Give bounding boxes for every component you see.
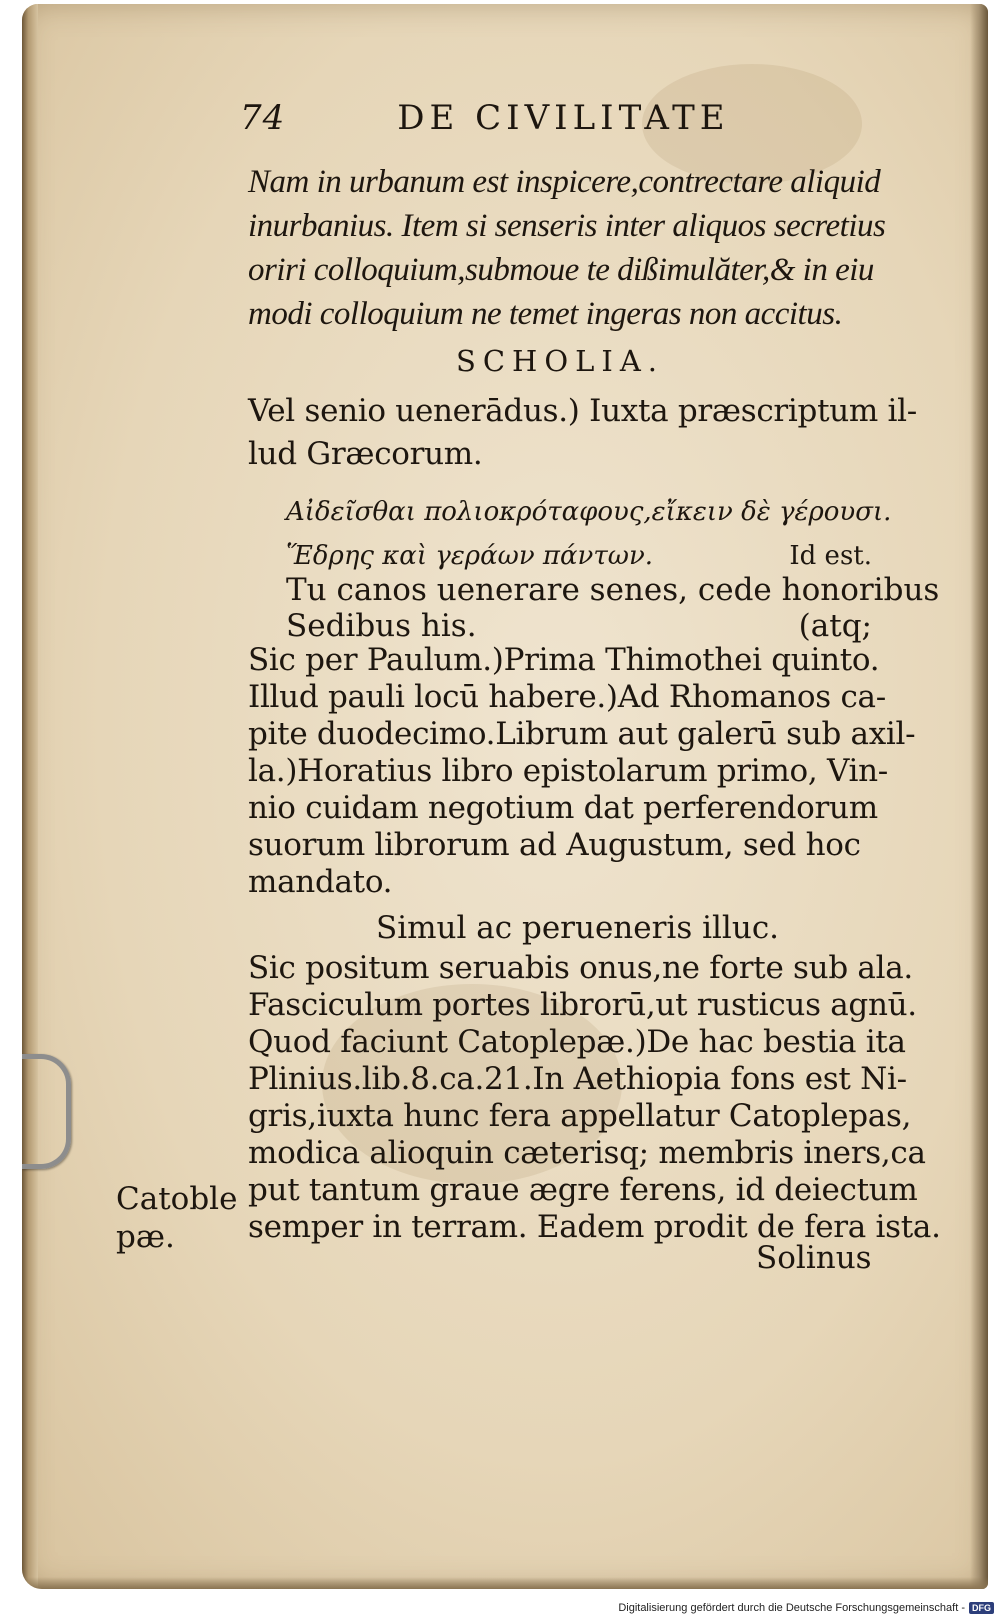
text-line: oriri colloquium,submoue te dißimulăter,& in eiu xyxy=(248,252,874,288)
digitization-credit xyxy=(618,1602,994,1614)
text-line: Plinius.lib.8.ca.21.In Aethiopia fons est Ni- xyxy=(248,1061,907,1097)
greek-verse-text: Ἕδρης καὶ γεράων πάντων. xyxy=(286,541,654,571)
scholia-body xyxy=(248,642,915,901)
scholia-body-continued xyxy=(248,950,941,1246)
text-line: Vel senio uenerādus.) Iuxta præscriptum il- xyxy=(248,393,917,429)
latin-verse-text: Tu canos uenerare senes, cede honoribus xyxy=(286,572,940,608)
page-gutter-shadow xyxy=(22,4,38,1589)
text-line: inurbanius. Item si senseris inter aliquos secretius xyxy=(248,208,886,244)
marginal-note-line: Catoble xyxy=(116,1181,238,1217)
greek-verse-id-est: Id est. xyxy=(789,541,872,571)
text-line: Sic per Paulum.)Prima Thimothei quinto. xyxy=(248,642,880,678)
scholia-intro xyxy=(248,390,917,476)
page-number: 74 xyxy=(240,98,286,138)
text-line: suorum librorum ad Augustum, sed hoc xyxy=(248,827,861,863)
page-edge-shadow xyxy=(970,4,988,1589)
text-line: Quod faciunt Catoplepæ.)De hac bestia ita xyxy=(248,1024,906,1060)
page-title: DE CIVILITATE xyxy=(397,98,730,138)
greek-verse xyxy=(286,490,892,578)
greek-verse-line xyxy=(286,490,892,534)
latin-verse xyxy=(286,572,940,644)
running-header xyxy=(240,98,730,138)
marginal-note-line: pæ. xyxy=(116,1219,175,1255)
text-line: lud Græcorum. xyxy=(248,436,483,472)
text-line: Sic positum seruabis onus,ne forte sub ala. xyxy=(248,950,913,986)
catchword: Solinus xyxy=(756,1240,872,1276)
text-line: nio cuidam negotium dat perferendorum xyxy=(248,790,878,826)
latin-verse-line xyxy=(286,608,872,644)
text-line: put tantum graue ægre ferens, id deiectum xyxy=(248,1172,918,1208)
latin-verse-line xyxy=(286,572,940,608)
text-line: Nam in urbanum est inspicere,contrectare aliquid xyxy=(248,164,881,200)
latin-verse-text: Sedibus his. xyxy=(286,608,477,644)
marginal-note xyxy=(116,1180,237,1256)
text-line: semper in terram. Eadem prodit de fera ista. xyxy=(248,1209,941,1245)
main-text-italic xyxy=(248,160,885,336)
text-line: Illud pauli locū habere.)Ad Rhomanos ca- xyxy=(248,679,886,715)
text-line: pite duodecimo.Librum aut galerū sub axil- xyxy=(248,716,916,752)
greek-verse-text: Αἰδεῖσθαι πολιοκρόταφους,εἴκειν δὲ γέρουσι. xyxy=(286,497,892,527)
text-line: la.)Horatius libro epistolarum primo, Vin- xyxy=(248,753,888,789)
page-bottom-shadow xyxy=(22,1577,988,1589)
text-line: modi colloquium ne temet ingeras non accitus. xyxy=(248,296,843,332)
quoted-line: Simul ac perueneris illuc. xyxy=(376,910,780,946)
page-clip xyxy=(22,1054,71,1169)
dfg-logo: DFG xyxy=(969,1602,994,1614)
text-line: gris,iuxta hunc fera appellatur Catoplepas, xyxy=(248,1098,912,1134)
text-line: mandato. xyxy=(248,864,393,900)
text-line: Fasciculum portes librorū,ut rusticus agnū. xyxy=(248,987,917,1023)
credit-text: Digitalisierung gefördert durch die Deutsche Forschungsgemeinschaft - xyxy=(618,1602,965,1614)
text-line: modica alioquin cæterisq; membris iners,ca xyxy=(248,1135,926,1171)
latin-verse-continuation: (atq; xyxy=(798,608,872,644)
section-heading: SCHOLIA. xyxy=(456,344,664,378)
